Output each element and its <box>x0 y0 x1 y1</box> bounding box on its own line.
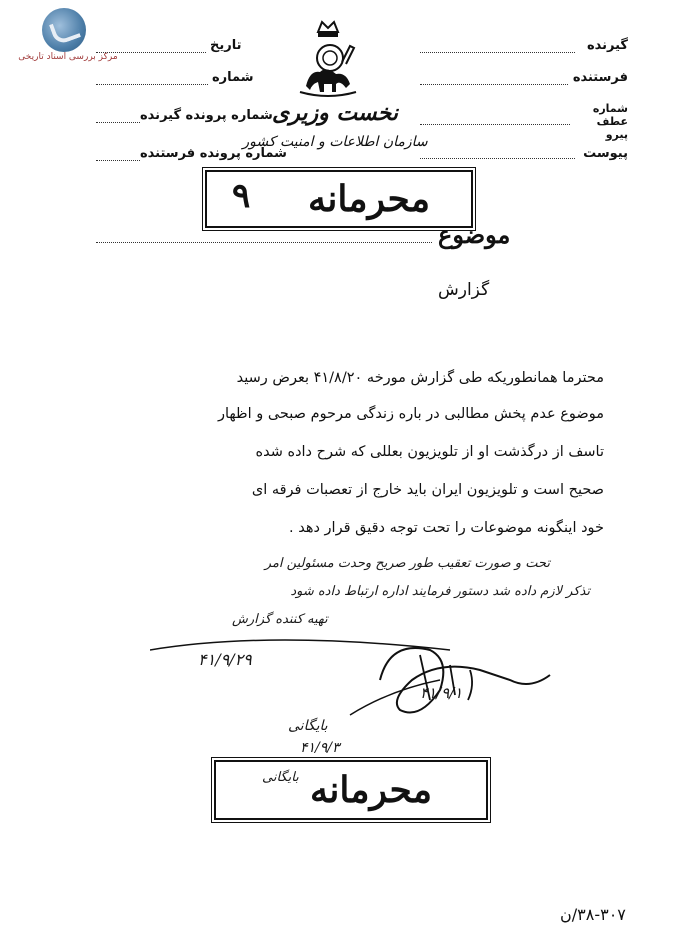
organization-title: نخست وزیری <box>272 100 398 126</box>
confidential-stamp-top-number: ۹ <box>232 176 251 216</box>
handwritten-date-1: ۴۱/۹/۲۹ <box>198 650 252 669</box>
report-heading: گزارش <box>438 280 490 300</box>
sender-file-dotted-line <box>96 160 140 161</box>
recipient-dotted-line <box>420 52 575 53</box>
subject-label: موضوع <box>438 220 511 249</box>
ref-number-field <box>580 102 628 141</box>
number-field <box>212 70 254 85</box>
handwritten-bottom-note: بایگانی <box>262 770 299 785</box>
recipient-file-dotted-line <box>96 122 140 123</box>
body-line-1: محترما همانطوریکه طی گزارش مورخه ۴۱/۸/۲۰ بعرض رسید <box>236 370 604 386</box>
recipient-field <box>587 38 628 53</box>
confidential-stamp-top-label: محرمانه <box>308 178 430 220</box>
organization-subtitle: سازمان اطلاعات و امنیت کشور <box>242 134 428 150</box>
handwritten-note-line-1: تحت و صورت تعقیب طور صریح وحدت مسئولین امر <box>264 556 550 571</box>
lion-and-sun-emblem-icon <box>296 18 360 98</box>
attachment-field <box>583 146 628 161</box>
sender-file-label: شماره پرونده فرستنده <box>140 146 287 161</box>
date-dotted-line <box>96 52 206 53</box>
handwritten-date-2: ۴۱/۹/۱ <box>420 684 463 702</box>
date-label: تاریخ <box>210 38 242 53</box>
attachment-dotted-line <box>420 158 575 159</box>
subject-dotted-line <box>96 242 432 243</box>
sender-dotted-line <box>420 84 568 85</box>
body-line-4: صحیح است و تلویزیون ایران باید خارج از تعصبات فرقه ای <box>251 482 604 498</box>
recipient-label: گیرنده <box>586 38 628 53</box>
sender-file-field <box>140 146 287 161</box>
body-line-5: خود اینگونه موضوعات را تحت توجه دقیق قرار دهد . <box>289 520 604 536</box>
confidential-stamp-bottom <box>214 760 488 820</box>
archive-logo-icon <box>42 8 86 52</box>
handwritten-note-line-2: تذکر لازم داده شد دستور فرمایند اداره ارتباط داده شود <box>290 584 590 599</box>
handwritten-archive-note: بایگانی <box>288 718 328 734</box>
number-label: شماره <box>212 70 254 85</box>
watermark-text: مرکز بررسی اسناد تاریخی <box>18 52 118 62</box>
signature-scribble-icon <box>150 620 590 730</box>
attachment-label: پیوست <box>583 146 628 161</box>
recipient-file-field <box>140 108 273 123</box>
body-line-2: موضوع عدم پخش مطالبی در باره زندگی مرحوم صبحی و اظهار <box>217 406 604 422</box>
date-field <box>210 38 242 53</box>
handwritten-archive-date: ۴۱/۹/۳ <box>300 740 340 756</box>
confidential-stamp-bottom-label: محرمانه <box>310 769 432 811</box>
sender-field <box>573 70 628 85</box>
body-line-3: تاسف از درگذشت او از تلویزیون بعللی که شرح داده شده <box>255 444 604 460</box>
archive-watermark-logo <box>8 8 128 70</box>
document-reference-code: ۳۸-۳۰۷/ن <box>560 905 626 924</box>
ref-number-dotted-line <box>420 124 570 125</box>
handwritten-note-line-3: تهیه کننده گزارش <box>232 612 328 627</box>
sender-label: فرستنده <box>572 70 628 85</box>
recipient-file-label: شماره پرونده گیرنده <box>140 108 273 123</box>
ref-number-label: شماره عطف پیرو <box>592 102 628 141</box>
number-dotted-line <box>96 84 208 85</box>
